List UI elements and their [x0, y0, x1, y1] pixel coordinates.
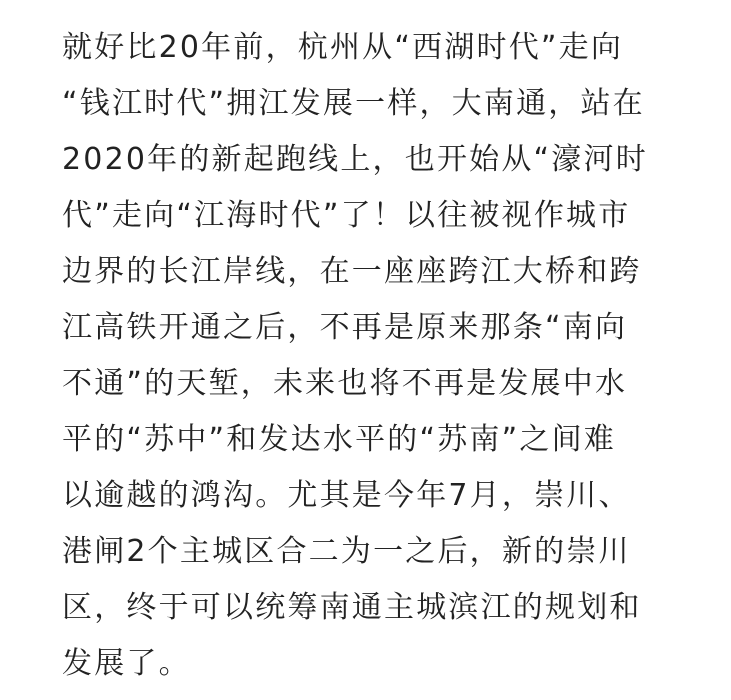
- article-line-4: 代”走向“江海时代”了！以往被视作城市: [62, 198, 631, 233]
- article-line-8: 平的“苏中”和发达水平的“苏南”之间难: [62, 422, 616, 457]
- article-line-11: 区，终于可以统筹南通主城滨江的规划和: [62, 590, 642, 625]
- article-body: [62, 20, 682, 692]
- article-line-12: 发展了。: [62, 646, 191, 681]
- article-line-7: 不通”的天堑，未来也将不再是发展中水: [62, 366, 628, 401]
- article-line-6: 江高铁开通之后，不再是原来那条“南向: [62, 310, 628, 345]
- article-line-5: 边界的长江岸线，在一座座跨江大桥和跨: [62, 254, 642, 289]
- article-line-3: 2020年的新起跑线上，也开始从“濠河时: [62, 142, 648, 177]
- article-line-1: 就好比20年前，杭州从“西湖时代”走向: [62, 30, 624, 65]
- article-line-2: “钱江时代”拥江发展一样，大南通，站在: [62, 86, 645, 121]
- article-line-10: 港闸2个主城区合二为一之后，新的崇川: [62, 534, 631, 569]
- article-line-9: 以逾越的鸿沟。尤其是今年7月，崇川、: [62, 478, 631, 513]
